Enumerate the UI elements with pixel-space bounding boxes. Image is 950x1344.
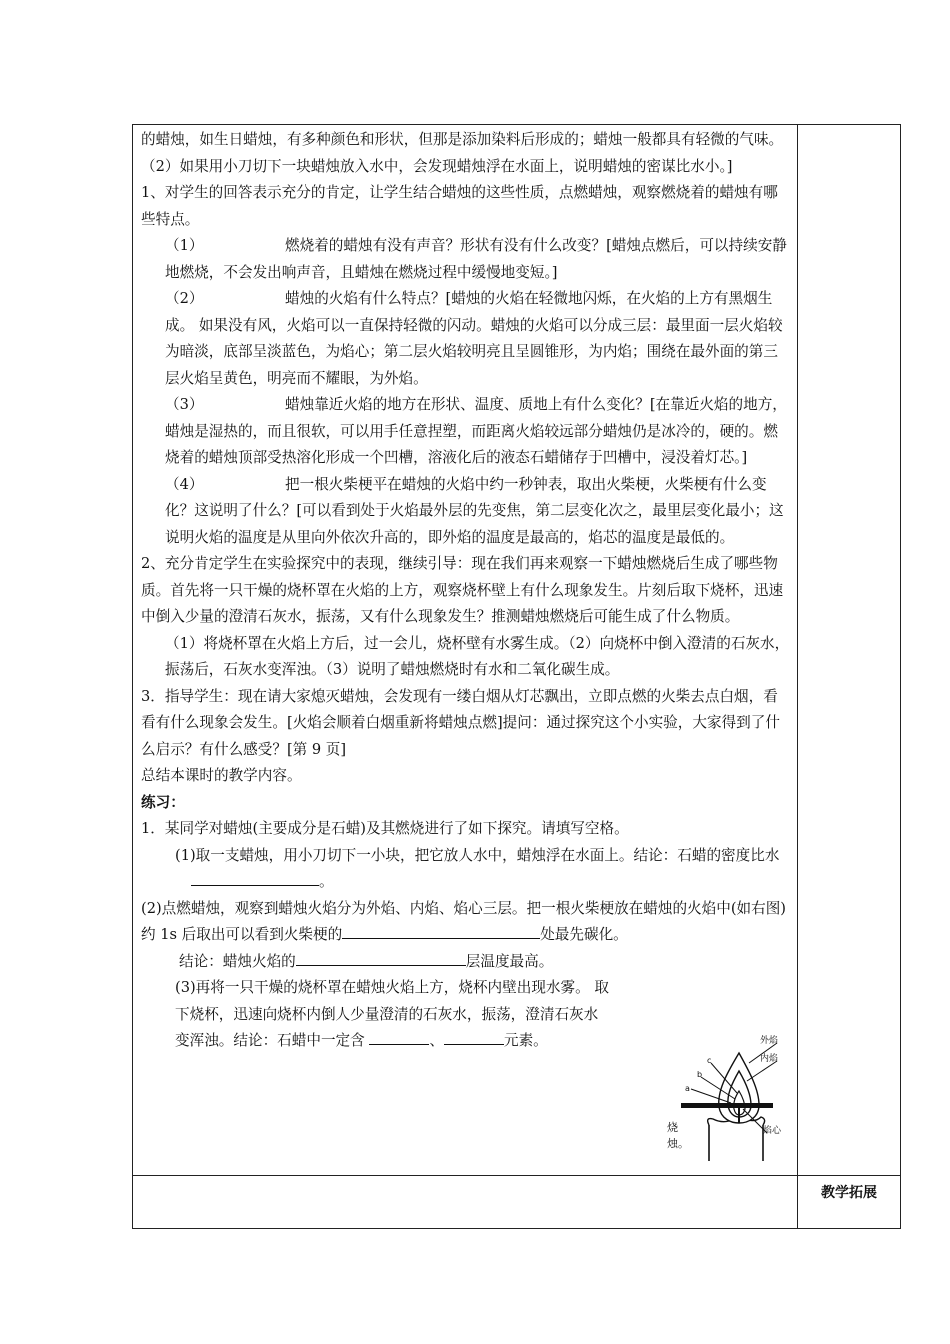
label-b: b [697,1070,703,1079]
question-2-text: 蜡烛的火焰有什么特点？[蜡烛的火焰在轻微地闪烁，在火焰的上方有黑烟生成。 如果没有风，火焰可以一直保持轻微的闪动。蜡烛的火焰可以分成三层：最里面一层火焰较为暗淡，底部呈淡蓝色，为焰心；第二层火焰较明亮且呈圆锥形，为内焰；围绕在最外面的第三层火焰呈黄色，明亮而不耀眼，为外焰。 [165,290,783,387]
part-b-text: (2)点燃蜡烛，观察到蜡烛火焰分为外焰、内焰、焰心三层。把一根火柴梗放在蜡烛的火焰中(如右图)约 1s 后取出可以看到火柴梗的 [141,899,787,943]
question-3-number: （3） [165,396,204,413]
candle-flame-figure [667,1033,787,1173]
exercise-heading: 练习： [141,793,185,811]
summary-text: 总结本课时的教学内容。 [141,767,302,784]
conclusion-suffix: 层温度最高。 [465,952,554,970]
part-b-suffix: 处最先碳化。 [540,926,628,943]
question-3 [141,392,791,472]
side-column-cell [798,125,901,1176]
exercise-1-part-c-conclusion [141,1028,621,1055]
answer-blank-density[interactable] [191,869,319,886]
step-2-text: 2、充分肯定学生在实验探究中的表现，继续引导：现在我们再来观察一下蜡烛燃烧后生成了哪些物质。首先将一只干燥的烧杯罩在火焰的上方，观察烧杯壁上有什么现象发生。片刻后取下烧杯，迅速中倒入少量的澄清石灰水，振荡，又有什么现象发生？推测蜡烛燃烧后可能生成了什么物质。 [141,555,784,625]
label-flame-core: 焰心 [763,1126,782,1136]
label-inner-flame: 内焰 [760,1054,779,1064]
extension-content-cell [133,1176,798,1229]
label-outer-flame: 外焰 [760,1036,779,1046]
exercise-1-part-b [141,896,791,949]
label-c: c [707,1056,712,1065]
answer-blank-element-1[interactable] [369,1028,429,1045]
part-b-conclusion [141,949,621,976]
part-c-separator: 、 [429,1032,444,1049]
question-4 [141,472,791,552]
part-a-text: (1)取一支蜡烛，用小刀切下一小块，把它放人水中，蜡烛浮在水面上。结论：石蜡的密度比水 [175,846,780,864]
teaching-extension-label: 教学拓展 [798,1176,901,1229]
answer-blank-carbonize[interactable] [342,922,540,939]
question-4-number: （4） [165,475,204,493]
text-fragment-2: 烛。 [667,1137,689,1150]
candle-flame-diagram [667,1033,787,1173]
part-c-suffix: 元素。 [503,1032,548,1049]
exercise-1-part-c: (3)再将一只干燥的烧杯罩在蜡烛火焰上方，烧杯内壁出现水雾。 取下烧杯，迅速向烧杯内倒人少量澄清的石灰水，振荡，澄清石灰水 [175,979,609,1023]
lesson-content-cell [133,125,798,1176]
question-1 [141,233,791,286]
answer-blank-hottest-layer[interactable] [296,949,466,966]
answer-blank-element-2[interactable] [444,1028,504,1045]
exercise-lower-block [141,949,621,1055]
text-fragment-1: 烧 [667,1121,678,1134]
candle-body [709,1125,763,1161]
step-1-text: 1、对学生的回答表示充分的肯定，让学生结合蜡烛的这些性质，点燃蜡烛，观察燃烧着的蜡烛有哪些特点。 [141,184,778,228]
question-1-text: 燃烧着的蜡烛有没有声音？形状有没有什么改变？[蜡烛点燃后，可以持续安静地燃烧，不会发出响声音，且蜡烛在燃烧过程中缓慢地变短。] [165,237,787,281]
question-2 [141,286,791,392]
part-a-suffix: 。 [319,873,334,890]
step-3-text: 3．指导学生：现在请大家熄灭蜡烛，会发现有一缕白烟从灯芯飘出，立即点燃的火柴去点白烟，看看有什么现象会发生。[火焰会顺着白烟重新将蜡烛点燃]提问：通过探究这个小实验，大家得到了什么启示？有什么感受？[第 9 页] [141,687,780,758]
exercise-1-intro: 1．某同学对蜡烛(主要成分是石蜡)及其燃烧进行了如下探究。请填写空格。 [141,820,629,837]
match-stick [681,1103,773,1108]
question-2-number: （2） [165,290,204,307]
exercise-1-part-a [141,843,791,896]
label-a: a [685,1084,690,1093]
question-3-text: 蜡烛靠近火焰的地方在形状、温度、质地上有什么变化？[在靠近火焰的地方，蜡烛是湿热的，而且很软，可以用手任意捏塑，而距离火焰较远部分蜡烛仍是冰冷的，硬的。燃烧着的蜡烛顶部受热溶化形成一个凹槽，溶液化后的液态石蜡储存于凹槽中，浸没着灯芯。] [165,396,787,466]
conclusion-text: 结论：蜡烛火焰的 [179,952,296,970]
question-1-number: （1） [165,237,204,254]
part-c-text: 变浑浊。结论：石蜡中一定含 [175,1032,365,1049]
continuation-text: 的蜡烛，如生日蜡烛，有多种颜色和形状，但那是添加染料后形成的；蜡烛一般都具有轻微的气味。（2）如果用小刀切下一块蜡烛放入水中，会发现蜡烛浮在水面上，说明蜡烛的密谋比水小。] [141,131,784,175]
question-4-text: 把一根火柴梗平在蜡烛的火焰中约一秒钟表，取出火柴梗，火柴梗有什么变化？这说明了什么？[可以看到处于火焰最外层的先变焦，第二层变化次之，最里层变化最小；这说明火焰的温度是从里向外依次升高的，即外焰的温度是最高的，焰芯的温度是最低的。 [165,475,784,546]
step-2-answer: （1）将烧杯罩在火焰上方后，过一会儿，烧杯壁有水雾生成。（2）向烧杯中倒入澄清的石灰水，振荡后，石灰水变浑浊。（3）说明了蜡烛燃烧时有水和二氧化碳生成。 [165,634,790,678]
lesson-table [132,124,901,1229]
